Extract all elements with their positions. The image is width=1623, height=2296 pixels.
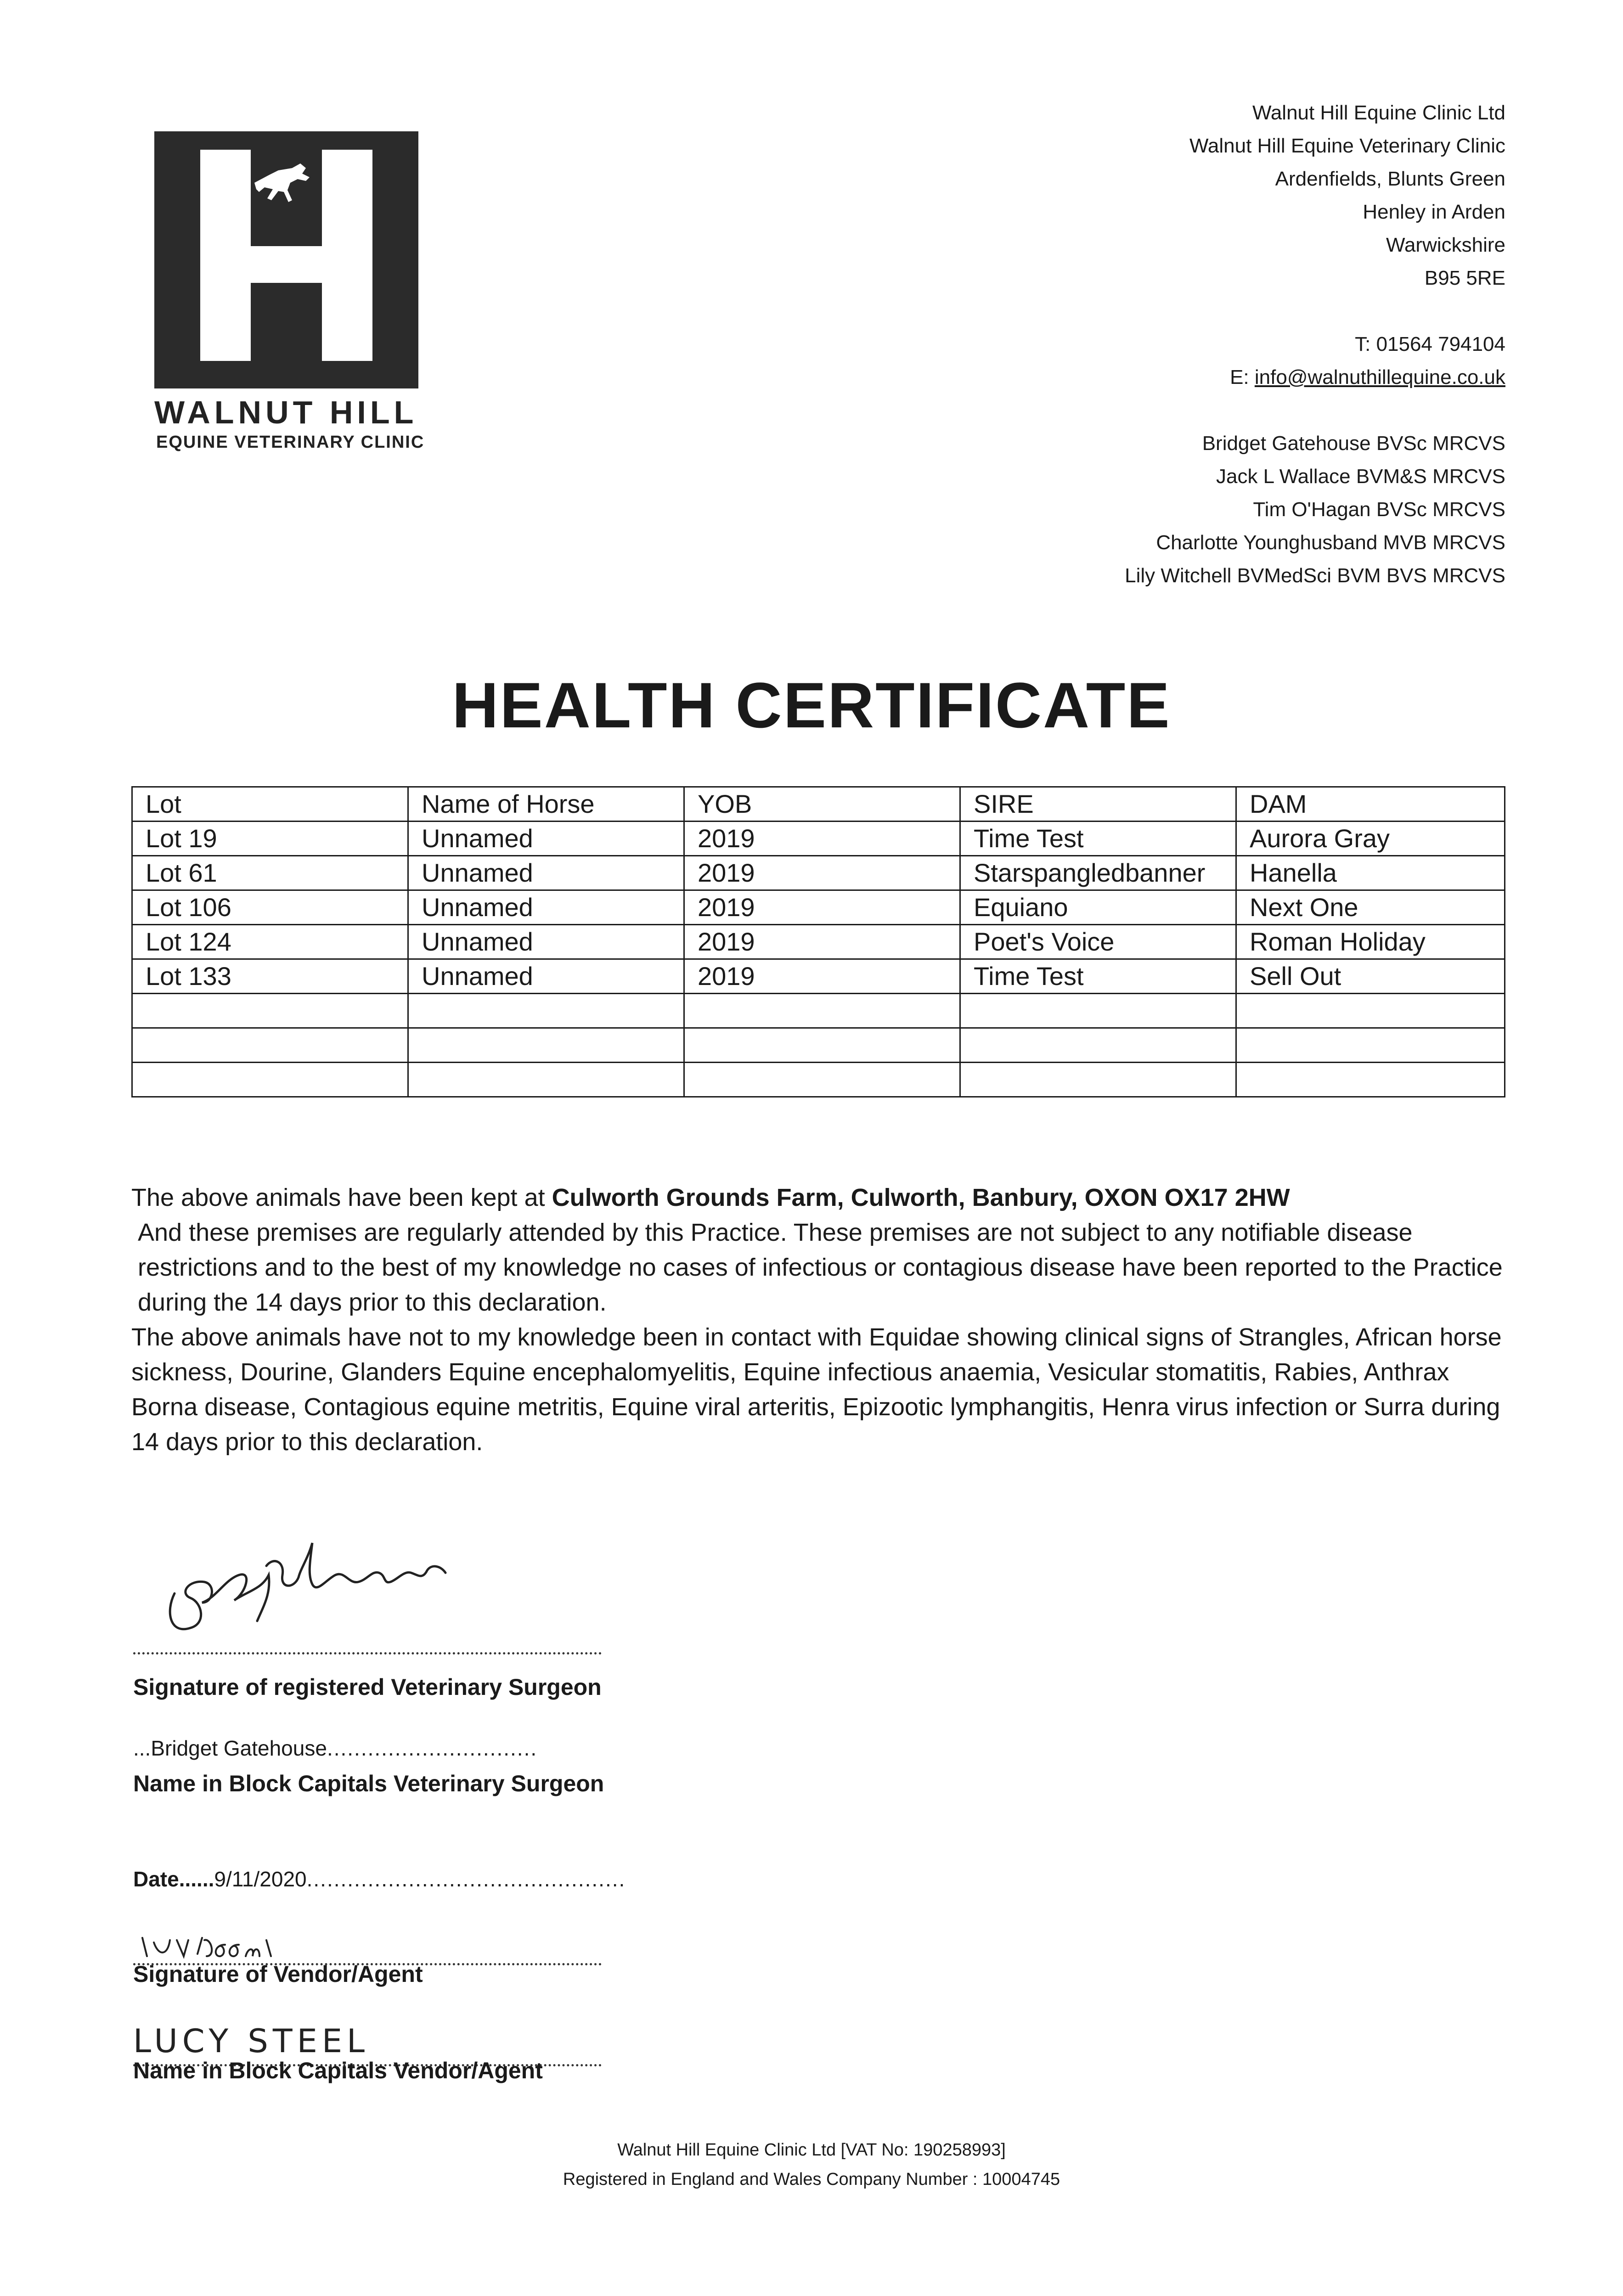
- table-cell: Time Test: [960, 959, 1236, 994]
- vet-name: Tim O'Hagan BVSc MRCVS: [1253, 498, 1505, 521]
- clinic-address: [1125, 96, 1505, 592]
- date-label: Date......: [133, 1867, 214, 1891]
- page-footer: [0, 2135, 1623, 2194]
- address-line-1: Ardenfields, Blunts Green: [1275, 168, 1505, 190]
- table-row: [132, 1063, 1505, 1097]
- column-header: Lot: [132, 787, 408, 822]
- table-row: [132, 856, 1505, 890]
- table-cell: Unnamed: [408, 959, 684, 994]
- table-cell: Next One: [1236, 890, 1505, 925]
- table-row: [132, 994, 1505, 1028]
- premises-address: Culworth Grounds Farm, Culworth, Banbury, OXON OX17 2HW: [552, 1184, 1290, 1211]
- table-cell: 2019: [684, 856, 960, 890]
- table-cell: [960, 1063, 1236, 1097]
- vet-name-label: Name in Block Capitals Veterinary Surgeon: [133, 1771, 604, 1796]
- table-cell: 2019: [684, 890, 960, 925]
- date-value: 9/11/2020: [214, 1867, 307, 1891]
- table-cell: [1236, 1063, 1505, 1097]
- logo-name: WALNUT HILL: [154, 394, 418, 430]
- vendor-signature-label: Signature of Vendor/Agent: [133, 1961, 423, 1987]
- address-line-2: Henley in Arden: [1363, 201, 1505, 223]
- table-cell: [684, 1028, 960, 1063]
- vendor-name-label: Name in Block Capitals Vendor/Agent: [133, 2058, 543, 2083]
- vet-name: Charlotte Younghusband MVB MRCVS: [1156, 531, 1505, 554]
- table-row: [132, 890, 1505, 925]
- premises-line: [131, 1180, 1514, 1215]
- table-cell: 2019: [684, 822, 960, 856]
- table-cell: [132, 1028, 408, 1063]
- logo-subtitle: EQUINE VETERINARY CLINIC: [156, 433, 425, 452]
- table-cell: Lot 106: [132, 890, 408, 925]
- vet-signature-label: Signature of registered Veterinary Surgeon: [133, 1674, 602, 1700]
- table-cell: [408, 1063, 684, 1097]
- table-cell: Aurora Gray: [1236, 822, 1505, 856]
- vet-name: Jack L Wallace BVM&S MRCVS: [1216, 465, 1505, 488]
- table-cell: Equiano: [960, 890, 1236, 925]
- table-header-row: [132, 787, 1505, 822]
- table-cell: Time Test: [960, 822, 1236, 856]
- table-cell: Roman Holiday: [1236, 925, 1505, 959]
- table-cell: Poet's Voice: [960, 925, 1236, 959]
- email-line: [1125, 361, 1505, 394]
- table-cell: [132, 994, 408, 1028]
- table-row: [132, 959, 1505, 994]
- declaration-paragraph-2: The above animals have not to my knowledge been in contact with Equidae showing clinical signs of Strangles, African horse sickness, Dourine, Glanders Equine encephalomyelitis, Equine infectious anaemia, Vesicular stomatitis, Rabies, Anthrax Borna disease, Contagious equine metritis, Equine viral arteritis, Epizootic lymphangitis, Henra virus infection or Surra during 14 days prior to this declaration.: [131, 1323, 1502, 1456]
- table-cell: Unnamed: [408, 822, 684, 856]
- vendor-signature-image: [133, 1919, 299, 1963]
- vet-name-value: Bridget Gatehouse: [151, 1736, 327, 1760]
- vet-name: Lily Witchell BVMedSci BVM BVS MRCVS: [1125, 564, 1505, 587]
- phone: T: 01564 794104: [1355, 333, 1505, 355]
- table-cell: Lot 124: [132, 925, 408, 959]
- horse-table: [131, 786, 1505, 1097]
- address-county: Warwickshire: [1386, 234, 1505, 256]
- table-row: [132, 822, 1505, 856]
- table-cell: Unnamed: [408, 890, 684, 925]
- table-cell: 2019: [684, 925, 960, 959]
- column-header: YOB: [684, 787, 960, 822]
- table-cell: [408, 1028, 684, 1063]
- date-field: Date......9/11/2020...............................................: [133, 1867, 626, 1891]
- table-row: [132, 925, 1505, 959]
- column-header: Name of Horse: [408, 787, 684, 822]
- column-header: DAM: [1236, 787, 1505, 822]
- page-title: HEALTH CERTIFICATE: [452, 669, 1171, 741]
- horse-icon: [254, 163, 310, 202]
- table-cell: [684, 1063, 960, 1097]
- table-cell: Hanella: [1236, 856, 1505, 890]
- table-cell: [960, 994, 1236, 1028]
- table-cell: Lot 61: [132, 856, 408, 890]
- address-postcode: B95 5RE: [1424, 267, 1505, 289]
- email-link[interactable]: info@walnuthillequine.co.uk: [1254, 366, 1505, 388]
- vet-signature-image: [147, 1525, 478, 1644]
- footer-vat: Walnut Hill Equine Clinic Ltd [VAT No: 190258993]: [617, 2140, 1006, 2160]
- logo-h-icon: [154, 131, 418, 388]
- clinic-name: Walnut Hill Equine Veterinary Clinic: [1189, 135, 1505, 157]
- declaration-text: [131, 1180, 1514, 1459]
- table-cell: Lot 19: [132, 822, 408, 856]
- table-cell: 2019: [684, 959, 960, 994]
- premises-prefix: The above animals have been kept at: [131, 1184, 552, 1211]
- table-cell: Sell Out: [1236, 959, 1505, 994]
- table-cell: [1236, 994, 1505, 1028]
- table-cell: [132, 1063, 408, 1097]
- vet-signature-line: [133, 1652, 602, 1654]
- table-cell: Unnamed: [408, 925, 684, 959]
- column-header: SIRE: [960, 787, 1236, 822]
- table-cell: [1236, 1028, 1505, 1063]
- table-cell: [684, 994, 960, 1028]
- table-cell: [960, 1028, 1236, 1063]
- vendor-name-value: LUCY STEEL: [133, 2022, 370, 2060]
- table-cell: [408, 994, 684, 1028]
- email-prefix: E:: [1230, 366, 1255, 388]
- table-cell: Lot 133: [132, 959, 408, 994]
- table-cell: Unnamed: [408, 856, 684, 890]
- table-cell: Starspangledbanner: [960, 856, 1236, 890]
- vet-name: Bridget Gatehouse BVSc MRCVS: [1202, 432, 1505, 455]
- clinic-logo: [154, 131, 418, 388]
- vet-name-field: ...Bridget Gatehouse...............................: [133, 1736, 538, 1760]
- vendor-signature-line: [133, 1919, 602, 1965]
- table-row: [132, 1028, 1505, 1063]
- company-name: Walnut Hill Equine Clinic Ltd: [1252, 101, 1505, 124]
- footer-registration: Registered in England and Wales Company Number : 10004745: [563, 2170, 1060, 2189]
- vet-name-prefix: ...: [133, 1736, 151, 1760]
- declaration-paragraph-1: And these premises are regularly attended by this Practice. These premises are not subject to any notifiable disease restrictions and to the best of my knowledge no cases of infectious or contagious disease have been reported to the Practice during the 14 days prior to this declaration.: [138, 1219, 1503, 1316]
